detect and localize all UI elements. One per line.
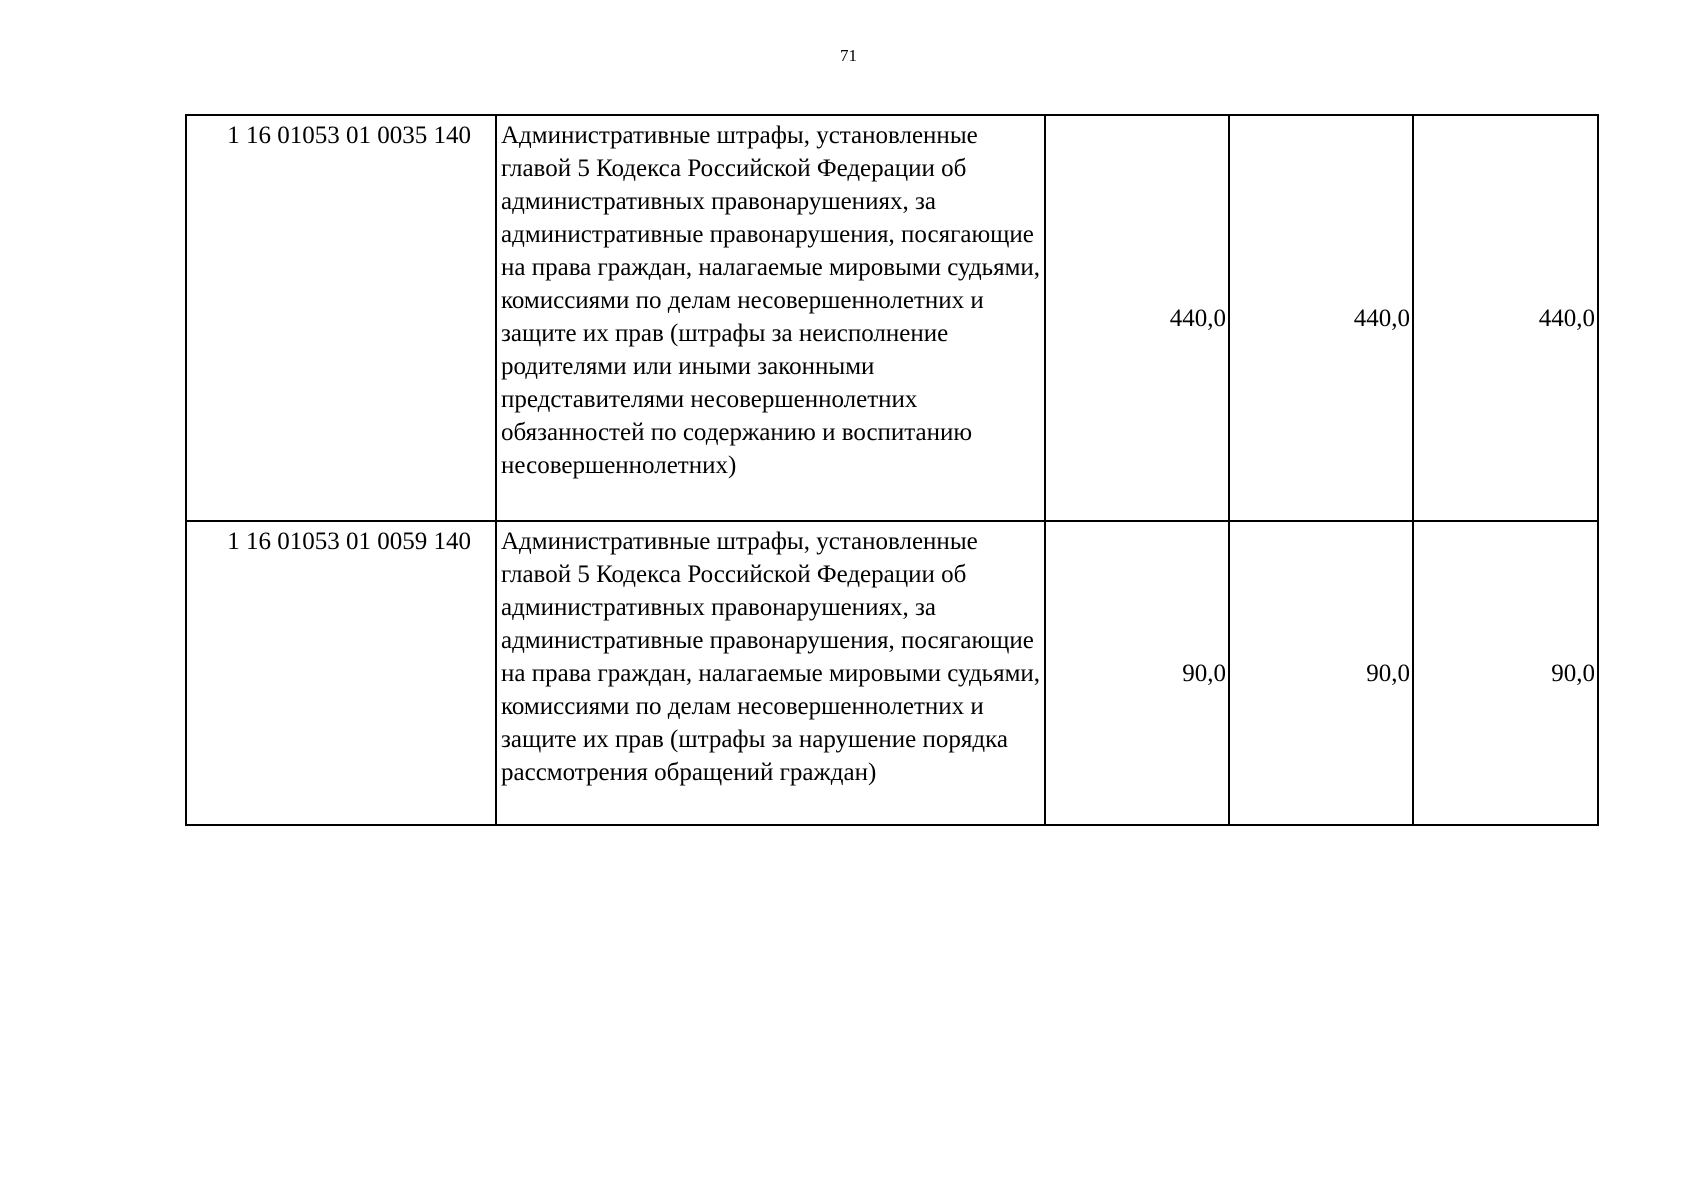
value-year-2-cell: 90,0 [1229, 521, 1413, 825]
revenue-name-cell: Административные штрафы, установленные главой 5 Кодекса Российской Федерации об административных правонарушениях, за административные правонарушения, посягающие на права граждан, налагаемые мировыми судьями, комиссиями по делам несовершеннолетних и защите их прав (штрафы за нарушение порядка рассмотрения обращений граждан) [496, 521, 1045, 825]
value-year-3-cell: 90,0 [1413, 521, 1598, 825]
page-number: 71 [840, 46, 857, 65]
table-row [186, 521, 1598, 825]
value-year-1-cell: 440,0 [1045, 115, 1229, 521]
value-year-3-cell: 440,0 [1413, 115, 1598, 521]
revenue-name-cell: Административные штрафы, установленные главой 5 Кодекса Российской Федерации об административных правонарушениях, за административные правонарушения, посягающие на права граждан, налагаемые мировыми судьями, комиссиями по делам несовершеннолетних и защите их прав (штрафы за неисполнение родителями или иными законными представителями несовершеннолетних обязанностей по содержанию и воспитанию несовершеннолетних) [496, 115, 1045, 521]
budget-code-cell: 1 16 01053 01 0059 140 [186, 521, 496, 825]
budget-code-cell: 1 16 01053 01 0035 140 [186, 115, 496, 521]
table-row [186, 115, 1598, 521]
value-year-1-cell: 90,0 [1045, 521, 1229, 825]
revenue-table [185, 114, 1599, 826]
value-year-2-cell: 440,0 [1229, 115, 1413, 521]
